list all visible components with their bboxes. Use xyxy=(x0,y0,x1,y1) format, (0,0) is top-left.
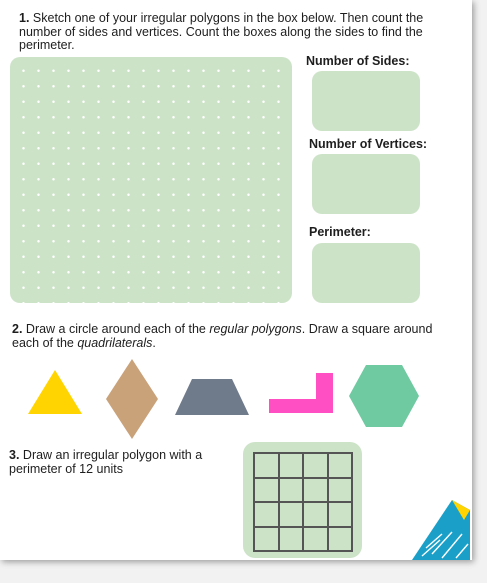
triangle-shape[interactable] xyxy=(26,368,84,416)
question-1-number: 1. xyxy=(19,11,30,25)
rhombus-shape[interactable] xyxy=(104,358,160,440)
trapezoid-shape[interactable] xyxy=(174,378,250,416)
grid-cell[interactable] xyxy=(254,478,279,503)
grid-cell[interactable] xyxy=(303,527,328,552)
corner-decoration-icon xyxy=(412,498,472,560)
grid-cell[interactable] xyxy=(303,502,328,527)
trapezoid-polygon xyxy=(175,379,249,415)
grid-cell[interactable] xyxy=(328,527,353,552)
rhombus-polygon xyxy=(106,359,158,439)
perimeter-label: Perimeter: xyxy=(309,225,371,239)
grid-cell[interactable] xyxy=(328,478,353,503)
question-2-text-c: . xyxy=(152,336,156,350)
square-grid-panel xyxy=(243,442,362,558)
question-2-text-b: . Draw a square around each of the xyxy=(12,322,433,350)
grid-cell[interactable] xyxy=(279,527,304,552)
grid-cell[interactable] xyxy=(254,527,279,552)
page-edge-right xyxy=(472,0,487,583)
question-2-quadrilaterals: quadrilaterals xyxy=(77,336,153,350)
perimeter-answer-box[interactable] xyxy=(312,243,420,303)
l-shape[interactable] xyxy=(268,372,334,414)
question-2-number: 2. xyxy=(12,322,23,336)
question-2 xyxy=(12,322,462,350)
page-edge-bottom xyxy=(0,560,487,583)
grid-cell[interactable] xyxy=(303,453,328,478)
grid-cell[interactable] xyxy=(328,502,353,527)
l-shape-polygon xyxy=(269,373,333,413)
grid-cell[interactable] xyxy=(279,453,304,478)
grid-cell[interactable] xyxy=(254,502,279,527)
number-of-sides-answer-box[interactable] xyxy=(312,71,420,131)
number-of-vertices-answer-box[interactable] xyxy=(312,154,420,214)
grid-cell[interactable] xyxy=(279,478,304,503)
dot-grid-sketch-box[interactable] xyxy=(10,57,292,303)
grid-cell[interactable] xyxy=(254,453,279,478)
grid-cell[interactable] xyxy=(328,453,353,478)
grid-cell[interactable] xyxy=(279,502,304,527)
number-of-sides-label: Number of Sides: xyxy=(306,54,410,68)
question-2-text-a: Draw a circle around each of the xyxy=(22,322,210,336)
question-2-regular-polygons: regular polygons xyxy=(209,322,302,336)
question-3-number: 3. xyxy=(9,448,20,462)
triangle-polygon xyxy=(28,370,82,414)
hexagon-shape[interactable] xyxy=(348,364,420,428)
grid-cell[interactable] xyxy=(303,478,328,503)
number-of-vertices-label: Number of Vertices: xyxy=(309,137,428,151)
question-1 xyxy=(19,12,459,53)
question-3-text: Draw an irregular polygon with a perimeter of 12 units xyxy=(9,448,203,476)
question-3 xyxy=(9,448,239,476)
question-1-text: Sketch one of your irregular polygons in the box below. Then count the number of sides and vertices. Count the boxes along the sides to find the perimeter. xyxy=(19,11,424,52)
square-grid-4x4[interactable] xyxy=(253,452,353,552)
hexagon-polygon xyxy=(349,365,419,427)
